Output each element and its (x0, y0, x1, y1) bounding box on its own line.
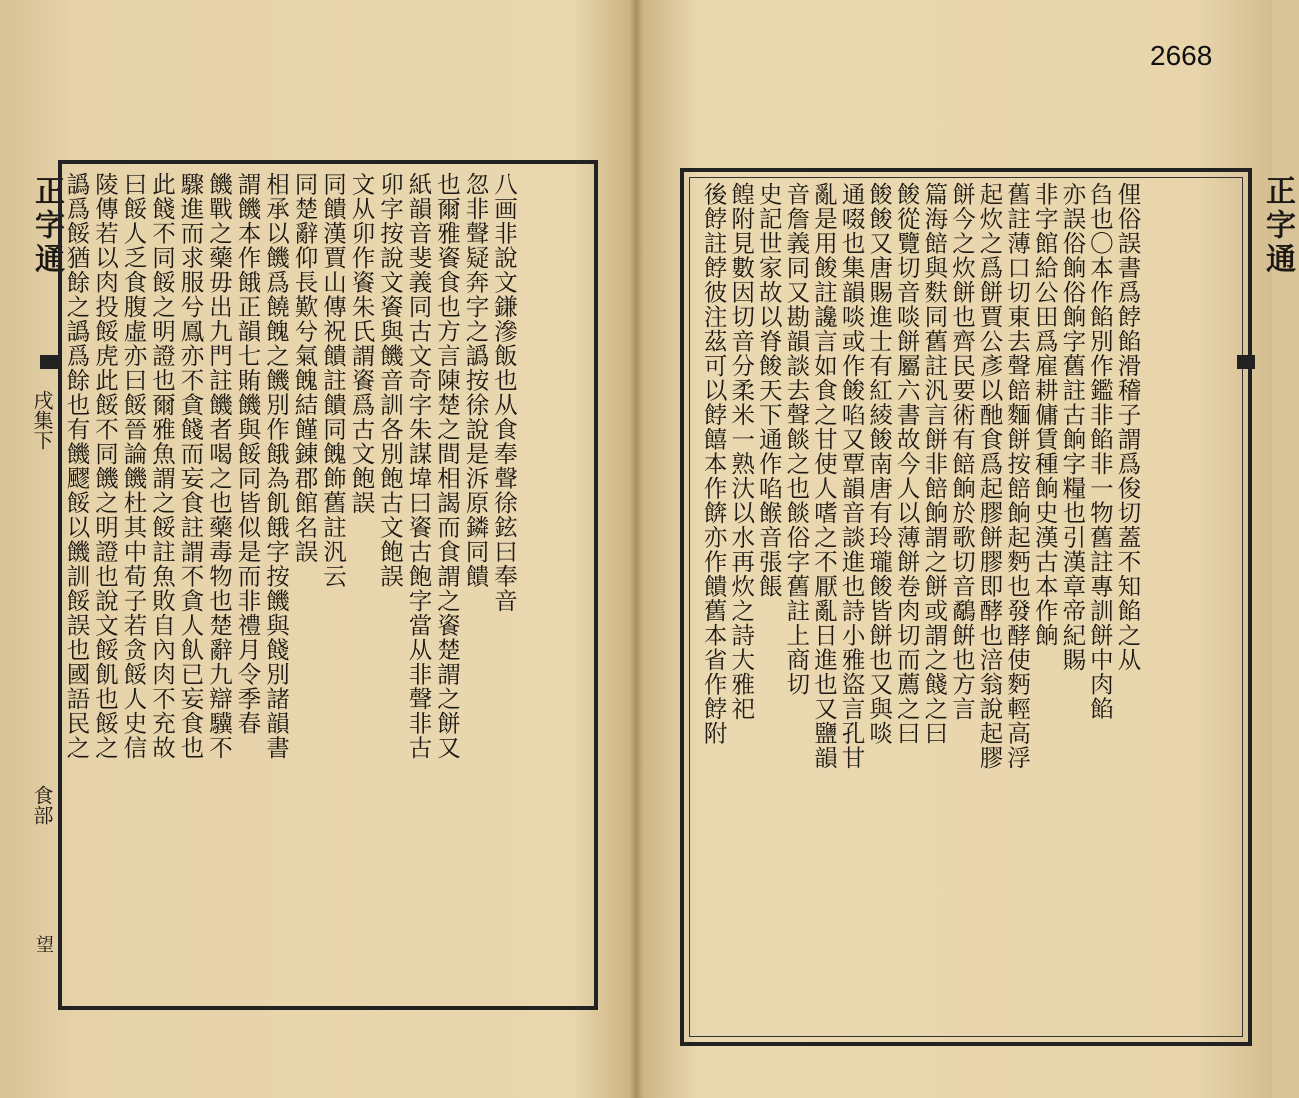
text-column: 通啜也集韻啖或作餕啗又覃韻音談進也詩小雅盜言孔甘 (837, 182, 866, 770)
text-column: 譌爲餒猶餘之譌爲餘也有饑飂餒以饑訓餒誤也國語民之 (62, 172, 91, 760)
fish-tail-mark (40, 355, 58, 369)
right-page-text (700, 182, 1142, 1032)
text-column: 音詹義同又勘韻談去聲餤之也餤俗字舊註上商切 (782, 182, 811, 697)
text-column: 忽非聲疑奔字之譌按徐說是泝原鏻同饋 (461, 172, 490, 589)
text-column: 史記世家故以脊餕天下通作啗餱音張餦 (754, 182, 783, 599)
text-column: 也爾雅餈食也方言陳楚之間相謁而食謂之餈楚謂之餅又 (433, 172, 461, 760)
text-column: 舊註薄口切東去聲餢麵餅按餢餉起麪也發酵使麪輕高浮 (1003, 182, 1032, 770)
text-column: 亦誤俗餉俗餉字舊註古餉字糧也引漢章帝紀賜 (1058, 182, 1087, 672)
gutter-radical: 食部 (30, 785, 54, 825)
text-column: 卯字按說文餈與饑音訓各別飽古文飽誤 (376, 172, 404, 589)
text-column: 文从卯作餈朱氏謂餈爲古文飽誤 (347, 172, 376, 515)
text-column: 臽也〇本作餡別作鑑非餡非一物舊註專訓餅中肉餡 (1085, 182, 1114, 721)
text-column: 餅今之炊餅也齊民要術有餢餉於歌切音鷸餠也方言 (947, 182, 976, 721)
gutter-book-title: 正字通 (29, 175, 64, 277)
text-column: 驟進而求服兮鳳亦不貪餞而妄食註謂不貪人飤已妄食也 (176, 172, 205, 760)
text-column: 陵傳若以肉投餒虎此餒不同饑之明證也說文餒飢也餒之 (91, 172, 119, 760)
left-gutter (16, 165, 64, 1025)
text-column: 紙韻音斐義同古文奇字朱謀㙔曰餈古飽字當从非聲非古 (404, 172, 433, 760)
text-column: 八画非說文鎌滲飯也从食奉聲徐鉉曰奉音 (490, 172, 518, 613)
text-column: 相承以饑爲饒餽之饑別作餓為飢餓字按饑與餞別諸韻書 (262, 172, 290, 760)
gutter-page-mark: 望 (33, 935, 54, 953)
fish-tail-mark-right (1237, 355, 1255, 369)
text-column: 同楚辭仰長歎兮氣餽結饉錬郡館名誤 (290, 172, 319, 564)
text-column: 俚俗誤書爲餑餡滑稽子謂爲俊切蓋不知餡之从 (1113, 182, 1142, 672)
text-column: 此餞不同餒之明證也爾雅魚謂之餒註魚敗自內肉不充故 (148, 172, 176, 760)
text-column: 亂是用餕註讒言如食之甘使人嗜之不厭亂日進也又鹽韻 (809, 182, 838, 770)
text-column: 同饋漢賈山傳祝饋註饋同餽飾舊註汎云 (319, 172, 347, 589)
page-number: 2668 (1150, 40, 1213, 71)
text-column: 後餑註餑彼注茲可以餑饎本作餴亦作饋舊本省作餑附 (699, 182, 728, 746)
text-column: 篇海餢與麩同舊註汎言餅非餢餉謂之餅或謂之餞之曰 (920, 182, 949, 746)
text-column: 饑戰之藥毋出九門註饑者喝之也藥毒物也楚辭九辯驥不 (205, 172, 233, 760)
text-column: 非字館給公田爲雇耕傭賃種餉史漢古本作餉 (1030, 182, 1059, 648)
left-page-text (62, 172, 518, 1002)
text-column: 餕從覽切音啖餅屬六書故今人以薄餅卷肉切而薦之曰 (892, 182, 921, 746)
text-column: 餭附見數因切音分柔米一熟汏以水再炊之詩大雅祀 (727, 182, 756, 721)
text-column: 餕餕又唐賜進士有紅綾餕南唐有玲瓏餕皆餅也又與啖 (865, 182, 894, 746)
text-column: 謂饑本作餓正韻七賄饑與餒同皆似是而非禮月令季春 (233, 172, 262, 736)
gutter-volume: 戌集下 (30, 390, 54, 450)
text-column: 起炊之爲餅賈公彥以酏食爲起膠餅膠即酵也涪翁說起膠 (975, 182, 1004, 770)
text-column: 曰餒人乏食腹虛亦曰餒晉論饑杜其中荀子若贪餒人史信 (119, 172, 148, 760)
right-page-header: 正字通 (1260, 175, 1295, 277)
